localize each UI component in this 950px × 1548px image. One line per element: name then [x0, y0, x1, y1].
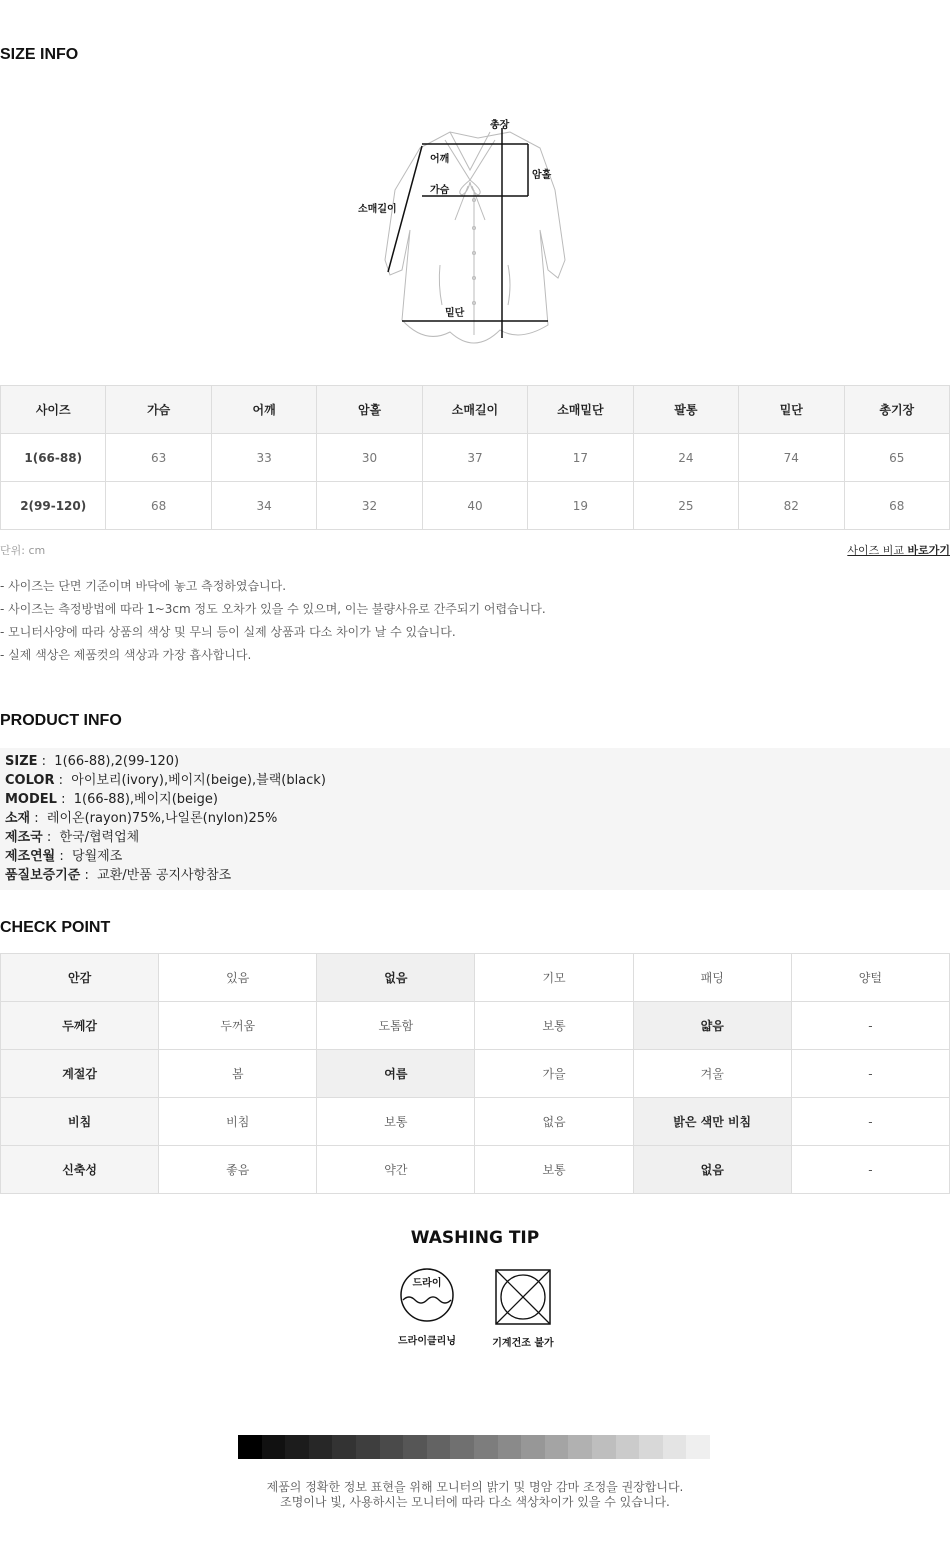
product-info-box	[0, 748, 950, 890]
gray-swatch	[450, 1435, 474, 1459]
product-info-key: 소재	[5, 811, 31, 826]
check-cell-selected: 밝은 색만 비침	[633, 1098, 791, 1146]
gray-scale-bar	[238, 1435, 710, 1459]
gray-swatch	[498, 1435, 522, 1459]
product-info-key: 제조국	[5, 830, 43, 845]
check-cell: 양털	[791, 954, 949, 1002]
note-item: - 실제 색상은 제품컷의 색상과 가장 흡사합니다.	[0, 648, 252, 662]
gray-swatch	[309, 1435, 333, 1459]
size-header-cell: 암홀	[317, 386, 422, 434]
check-cell: 약간	[317, 1146, 475, 1194]
dry-clean-symbol	[393, 1266, 461, 1347]
size-notes	[0, 575, 546, 667]
garment-diagram	[350, 110, 590, 360]
gray-swatch	[568, 1435, 592, 1459]
table-row	[1, 434, 950, 482]
product-info-row: MODEL : 1(66-88),베이지(beige)	[5, 792, 218, 807]
monitor-note	[0, 1480, 950, 1510]
product-info-value: 당월제조	[72, 849, 123, 864]
size-header-cell: 소매밑단	[528, 386, 633, 434]
gray-swatch	[592, 1435, 616, 1459]
unit-label: 단위: cm	[0, 544, 46, 557]
gray-swatch	[332, 1435, 356, 1459]
check-point-table	[0, 953, 950, 1194]
gray-swatch	[474, 1435, 498, 1459]
size-table-header	[1, 386, 950, 434]
table-row	[1, 1050, 950, 1098]
size-cell: 17	[528, 434, 633, 482]
label-chest: 가슴	[430, 185, 450, 196]
gray-swatch	[663, 1435, 687, 1459]
table-row	[1, 1002, 950, 1050]
note-item: - 사이즈는 단면 기준이며 바닥에 놓고 측정하였습니다.	[0, 579, 287, 593]
product-info-value: 1(66-88),베이지(beige)	[73, 792, 218, 807]
size-cell: 74	[739, 434, 844, 482]
check-cell: 두꺼움	[159, 1002, 317, 1050]
size-header-cell: 밑단	[739, 386, 844, 434]
check-cell: 봄	[159, 1050, 317, 1098]
check-cell: -	[791, 1098, 949, 1146]
check-row-head: 안감	[1, 954, 159, 1002]
size-cell: 32	[317, 482, 422, 530]
table-row	[1, 1146, 950, 1194]
size-header-cell: 가슴	[106, 386, 211, 434]
product-info-row: 제조연월 : 당월제조	[5, 849, 123, 864]
product-info-value: 아이보리(ivory),베이지(beige),블랙(black)	[71, 773, 326, 788]
size-cell: 63	[106, 434, 211, 482]
check-cell: 가을	[475, 1050, 633, 1098]
gray-swatch	[616, 1435, 640, 1459]
check-cell: 패딩	[633, 954, 791, 1002]
product-info-row: COLOR : 아이보리(ivory),베이지(beige),블랙(black)	[5, 773, 326, 788]
label-total-length: 총장	[490, 120, 510, 131]
product-info-row: 품질보증기준 : 교환/반품 공지사항참조	[5, 868, 232, 883]
gray-swatch	[403, 1435, 427, 1459]
dry-clean-label: 드라이클리닝	[398, 1336, 456, 1347]
size-cell: 33	[211, 434, 316, 482]
check-row-head: 두께감	[1, 1002, 159, 1050]
gray-swatch	[521, 1435, 545, 1459]
size-cell: 30	[317, 434, 422, 482]
size-compare-prefix: 사이즈 비교	[847, 544, 904, 557]
gray-swatch	[238, 1435, 262, 1459]
check-cell: 좋음	[159, 1146, 317, 1194]
size-cell: 40	[422, 482, 527, 530]
check-cell-selected: 없음	[317, 954, 475, 1002]
check-row-head: 신축성	[1, 1146, 159, 1194]
check-cell: -	[791, 1050, 949, 1098]
size-row-label: 2(99-120)	[1, 482, 106, 530]
monitor-note-line: 제품의 정확한 정보 표현을 위해 모니터의 밝기 및 명암 감마 조정을 권장합니다.	[266, 1480, 684, 1494]
check-cell: -	[791, 1146, 949, 1194]
label-shoulder: 어깨	[430, 154, 450, 165]
check-cell: 보통	[475, 1002, 633, 1050]
product-info-value: 1(66-88),2(99-120)	[54, 754, 180, 769]
size-cell: 24	[633, 434, 738, 482]
label-armhole: 암홀	[532, 170, 552, 181]
size-cell: 34	[211, 482, 316, 530]
monitor-note-line: 조명이나 빛, 사용하시는 모니터에 따라 다소 색상차이가 있을 수 있습니다.	[280, 1495, 670, 1509]
product-info-row: SIZE : 1(66-88),2(99-120)	[5, 754, 180, 769]
gray-swatch	[262, 1435, 286, 1459]
check-point-title: CHECK POINT	[0, 919, 111, 936]
check-cell-selected: 없음	[633, 1146, 791, 1194]
size-cell: 82	[739, 482, 844, 530]
check-cell-selected: 여름	[317, 1050, 475, 1098]
product-info-key: SIZE	[5, 754, 38, 769]
no-tumble-dry-symbol	[488, 1268, 558, 1349]
size-cell: 37	[422, 434, 527, 482]
check-cell: 겨울	[633, 1050, 791, 1098]
check-row-head: 비침	[1, 1098, 159, 1146]
check-cell: 비침	[159, 1098, 317, 1146]
product-info-value: 레이온(rayon)75%,나일론(nylon)25%	[46, 811, 278, 826]
no-tumble-dry-icon	[494, 1268, 552, 1326]
product-info-key: 제조연월	[5, 849, 56, 864]
size-info-title: SIZE INFO	[0, 46, 79, 63]
size-cell: 65	[844, 434, 950, 482]
note-item: - 모니터사양에 따라 상품의 색상 및 무늬 등이 실제 상품과 다소 차이가 날 수 있습니다.	[0, 625, 456, 639]
product-info-title: PRODUCT INFO	[0, 712, 122, 729]
size-cell: 19	[528, 482, 633, 530]
size-cell: 68	[106, 482, 211, 530]
label-hem: 밑단	[445, 308, 465, 319]
size-row-label: 1(66-88)	[1, 434, 106, 482]
size-cell: 68	[844, 482, 950, 530]
gray-swatch	[427, 1435, 451, 1459]
product-info-key: COLOR	[5, 773, 55, 788]
size-header-cell: 팔통	[633, 386, 738, 434]
check-cell: 보통	[317, 1098, 475, 1146]
size-header-cell: 총기장	[844, 386, 950, 434]
table-row	[1, 482, 950, 530]
check-row-head: 계절감	[1, 1050, 159, 1098]
dress-illustration	[350, 110, 590, 360]
size-table	[0, 385, 950, 530]
check-cell: 보통	[475, 1146, 633, 1194]
size-cell: 25	[633, 482, 738, 530]
no-tumble-dry-label: 기계건조 불가	[492, 1338, 554, 1349]
gray-swatch	[285, 1435, 309, 1459]
check-cell: 기모	[475, 954, 633, 1002]
dry-icon-text: 드라이	[412, 1278, 442, 1289]
size-compare-link[interactable]	[847, 542, 950, 558]
product-info-key: 품질보증기준	[5, 868, 81, 883]
label-sleeve-length: 소매길이	[358, 204, 397, 215]
gray-swatch	[356, 1435, 380, 1459]
product-info-value: 한국/협력업체	[59, 830, 140, 845]
check-cell-selected: 얇음	[633, 1002, 791, 1050]
check-cell: 있음	[159, 954, 317, 1002]
check-cell: 도톰함	[317, 1002, 475, 1050]
dry-clean-icon	[399, 1266, 455, 1324]
product-info-value: 교환/반품 공지사항참조	[97, 868, 232, 883]
note-item: - 사이즈는 측정방법에 따라 1~3cm 정도 오차가 있을 수 있으며, 이는 불량사유로 간주되기 어렵습니다.	[0, 602, 546, 616]
product-info-row: 소재 : 레이온(rayon)75%,나일론(nylon)25%	[5, 811, 278, 826]
size-header-cell: 사이즈	[1, 386, 106, 434]
gray-swatch	[686, 1435, 710, 1459]
washing-tip-title: WASHING TIP	[410, 1228, 540, 1248]
gray-swatch	[380, 1435, 404, 1459]
table-row	[1, 954, 950, 1002]
product-info-key: MODEL	[5, 792, 57, 807]
check-cell: 없음	[475, 1098, 633, 1146]
size-header-cell: 소매길이	[422, 386, 527, 434]
check-cell: -	[791, 1002, 949, 1050]
size-header-cell: 어깨	[211, 386, 316, 434]
table-row	[1, 1098, 950, 1146]
size-compare-go: 바로가기	[907, 544, 950, 557]
gray-swatch	[639, 1435, 663, 1459]
product-info-row: 제조국 : 한국/협력업체	[5, 830, 140, 845]
gray-swatch	[545, 1435, 569, 1459]
